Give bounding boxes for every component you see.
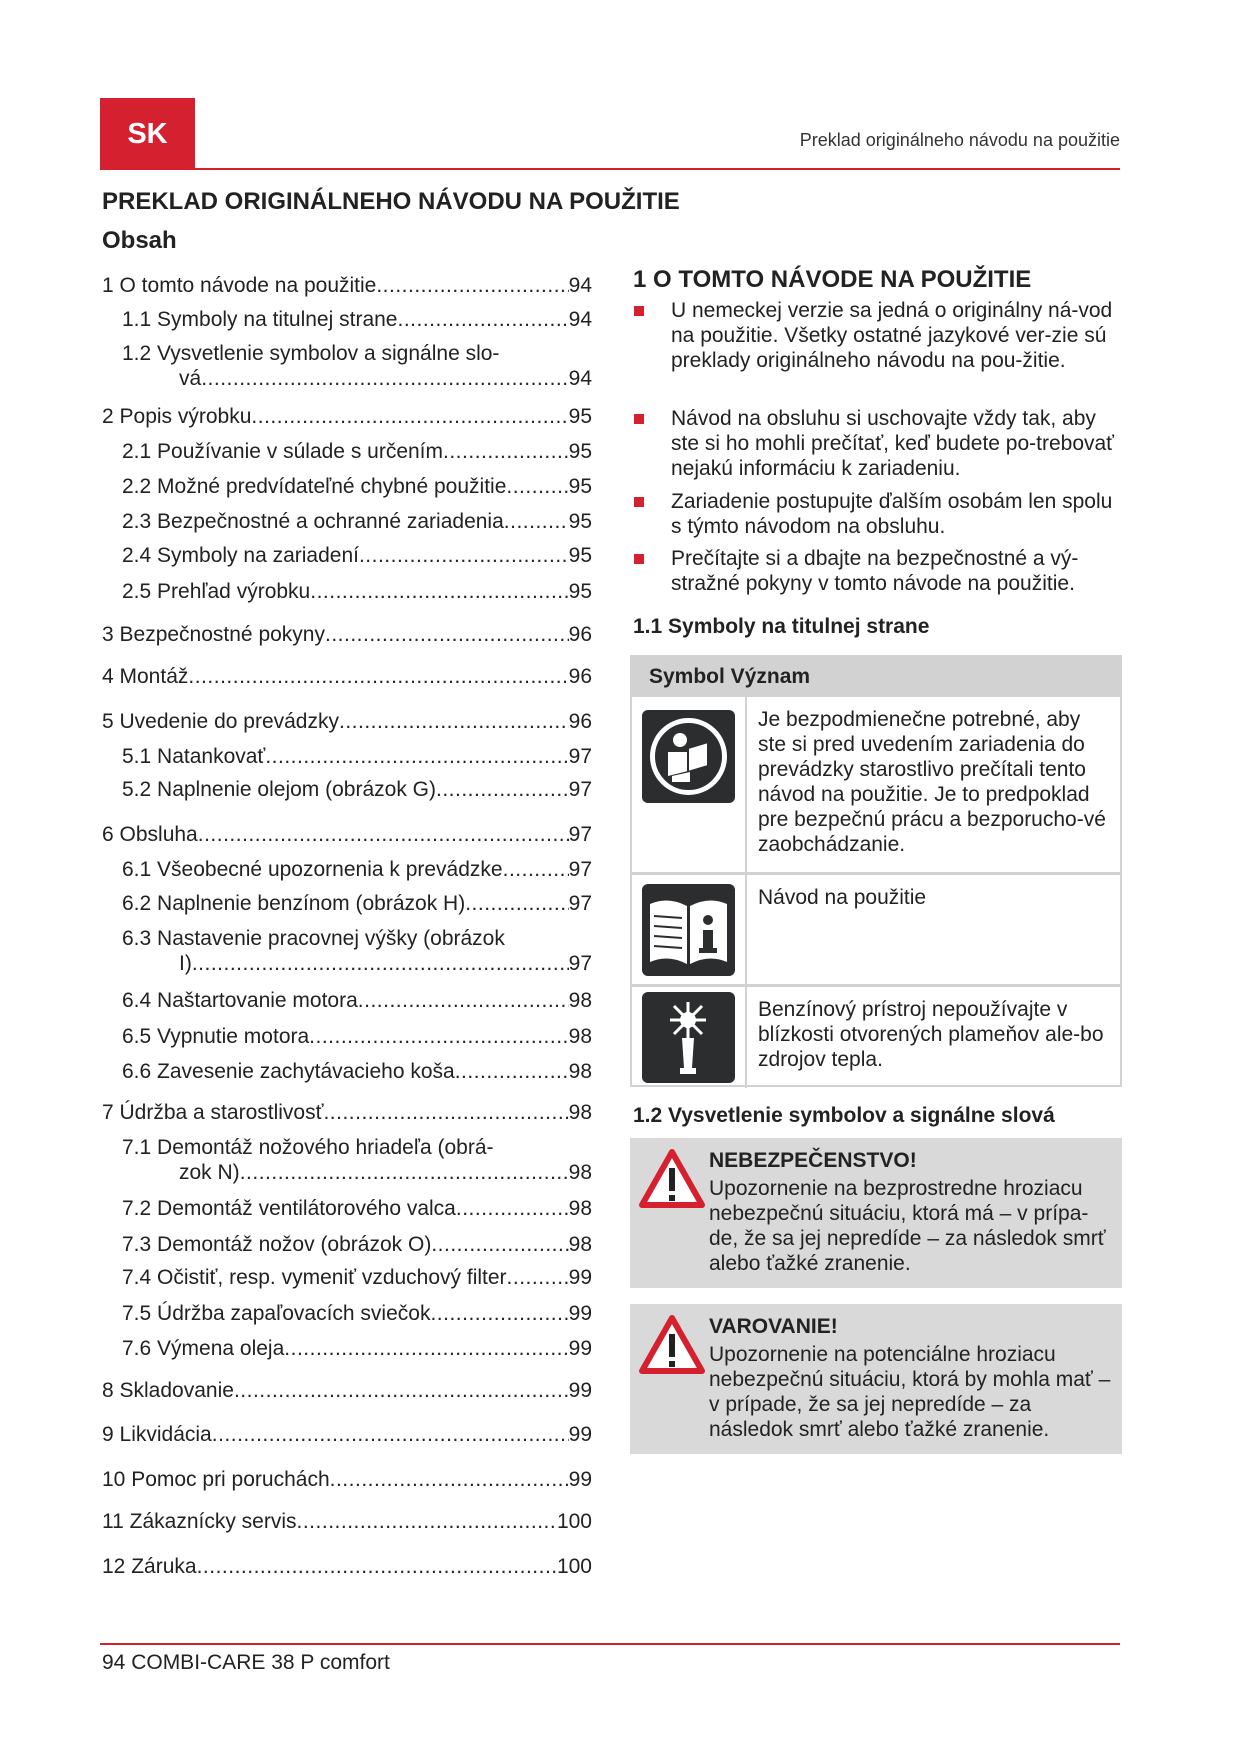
footer-divider <box>100 1643 1120 1645</box>
toc-entry[interactable]: 6.3 Nastavenie pracovnej výšky (obrázok I) ..... 97 <box>122 926 592 976</box>
warning-triangle-icon <box>638 1148 706 1210</box>
no-open-flame-icon <box>642 992 735 1083</box>
toc-entry[interactable]: 11 Zákaznícky servis ..... 100 <box>102 1509 592 1534</box>
bullet-square-icon <box>634 497 644 507</box>
toc-entry[interactable]: 6.2 Naplnenie benzínom (obrázok H) ..... 97 <box>122 891 592 916</box>
toc-entry[interactable]: 2.1 Používanie v súlade s určením ..... 95 <box>122 439 592 464</box>
toc-entry[interactable]: 6.1 Všeobecné upozornenia k prevádzke ..... 97 <box>122 857 592 882</box>
symbol-table-header: Symbol Význam <box>632 657 1120 697</box>
toc-entry[interactable]: 7.4 Očistiť, resp. vymeniť vzduchový filter ..... 99 <box>122 1265 592 1290</box>
toc-entry[interactable]: 2.3 Bezpečnostné a ochranné zariadenia ..... 95 <box>122 509 592 534</box>
toc-entry[interactable]: 7.5 Údržba zapaľovacích sviečok ..... 99 <box>122 1301 592 1326</box>
notice-title: NEBEZPEČENSTVO! <box>709 1149 917 1172</box>
toc-entry[interactable]: 7 Údržba a starostlivosť ..... 98 <box>102 1100 592 1125</box>
page-title: PREKLAD ORIGINÁLNEHO NÁVODU NA POUŽITIE <box>102 188 680 215</box>
toc-heading: Obsah <box>102 227 177 254</box>
notice-text: Upozornenie na potenciálne hroziacu nebezpečnú situáciu, ktorá by mohla mať – v prípade, že sa jej nepredíde – za následok smrť alebo ťažké zranenie. <box>709 1343 1111 1441</box>
symbol-cell <box>632 875 747 987</box>
toc-entry[interactable]: 1.1 Symboly na titulnej strane ..... 94 <box>122 307 592 332</box>
bullet-square-icon <box>634 306 644 316</box>
symbol-table <box>630 655 1122 1087</box>
manual-info-icon <box>642 884 735 976</box>
read-manual-icon <box>642 710 735 803</box>
section-1-heading: 1 O TOMTO NÁVODE NA POUŽITIE <box>633 266 1032 293</box>
notice-text: Upozornenie na bezprostredne hroziacu nebezpečnú situáciu, ktorá má – v prípa-de, že sa jej nepredíde – za následok smrť alebo ťažké zranenie. <box>709 1177 1106 1275</box>
toc-entry[interactable]: 8 Skladovanie ..... 99 <box>102 1378 592 1403</box>
bullet-square-icon <box>634 554 644 564</box>
warning-notice <box>630 1304 1122 1454</box>
symbol-meaning: Benzínový prístroj nepoužívajte v blízkosti otvorených plameňov ale-bo zdrojov tepla. <box>758 998 1104 1071</box>
toc-entry[interactable]: 6.4 Naštartovanie motora ..... 98 <box>122 988 592 1013</box>
table-row <box>632 984 1120 1088</box>
table-row <box>632 697 1120 872</box>
symbol-cell <box>632 697 747 872</box>
header-title: Preklad originálneho návodu na použitie <box>799 130 1120 150</box>
symbol-meaning: Návod na použitie <box>758 886 927 909</box>
toc-entry[interactable]: 6.6 Zavesenie zachytávacieho koša ..... 98 <box>122 1059 592 1084</box>
toc-entry[interactable]: 7.6 Výmena oleja ..... 99 <box>122 1336 592 1361</box>
footer-page-label: 94 COMBI-CARE 38 P comfort <box>102 1651 390 1674</box>
toc-entry[interactable]: 4 Montáž ..... 96 <box>102 664 592 689</box>
toc-entry[interactable]: 5.1 Natankovať ..... 97 <box>122 744 592 769</box>
section-1-2-heading: 1.2 Vysvetlenie symbolov a signálne slová <box>633 1104 1055 1127</box>
warning-triangle-icon <box>638 1314 706 1376</box>
toc-entry[interactable]: 7.3 Demontáž nožov (obrázok O) ..... 98 <box>122 1232 592 1257</box>
table-row <box>632 872 1120 987</box>
toc-entry[interactable]: 9 Likvidácia ..... 99 <box>102 1422 592 1447</box>
section-1-1-heading: 1.1 Symboly na titulnej strane <box>633 615 930 638</box>
toc-entry[interactable]: 5 Uvedenie do prevádzky ..... 96 <box>102 709 592 734</box>
notice-title: VAROVANIE! <box>709 1315 838 1338</box>
toc-entry[interactable]: 2.2 Možné predvídateľné chybné použitie ..... 95 <box>122 474 592 499</box>
toc-entry[interactable]: 10 Pomoc pri poruchách ..... 99 <box>102 1467 592 1492</box>
toc-entry[interactable]: 12 Záruka ..... 100 <box>102 1554 592 1579</box>
toc-entry[interactable]: 2 Popis výrobku ..... 95 <box>102 404 592 429</box>
danger-notice <box>630 1138 1122 1288</box>
toc-entry[interactable]: 6.5 Vypnutie motora ..... 98 <box>122 1024 592 1049</box>
toc-entry[interactable]: 7.2 Demontáž ventilátorového valca ..... 98 <box>122 1196 592 1221</box>
toc-entry[interactable]: 3 Bezpečnostné pokyny ..... 96 <box>102 622 592 647</box>
symbol-meaning: Je bezpodmienečne potrebné, aby ste si pred uvedením zariadenia do prevádzky starostlivo prečítali tento návod na použitie. Je to predpoklad pre bezpečnú prácu a bezporucho-vé zaobchádzanie. <box>758 708 1106 856</box>
toc-entry[interactable]: 7.1 Demontáž nožového hriadeľa (obrá- zok N) ..... 98 <box>122 1135 592 1185</box>
toc-entry[interactable]: 2.5 Prehľad výrobku ..... 95 <box>122 579 592 604</box>
toc-entry[interactable]: 1.2 Vysvetlenie symbolov a signálne slo- vá ..... 94 <box>122 341 592 391</box>
toc-entry[interactable]: 1 O tomto návode na použitie ..... 94 <box>102 273 592 298</box>
toc-entry[interactable]: 6 Obsluha ..... 97 <box>102 822 592 847</box>
header-divider <box>100 168 1120 170</box>
language-tab: SK <box>100 98 195 170</box>
bullet-square-icon <box>634 414 644 424</box>
toc-entry[interactable]: 2.4 Symboly na zariadení ..... 95 <box>122 543 592 568</box>
toc-entry[interactable]: 5.2 Naplnenie olejom (obrázok G) ..... 97 <box>122 777 592 802</box>
symbol-cell <box>632 987 747 1088</box>
